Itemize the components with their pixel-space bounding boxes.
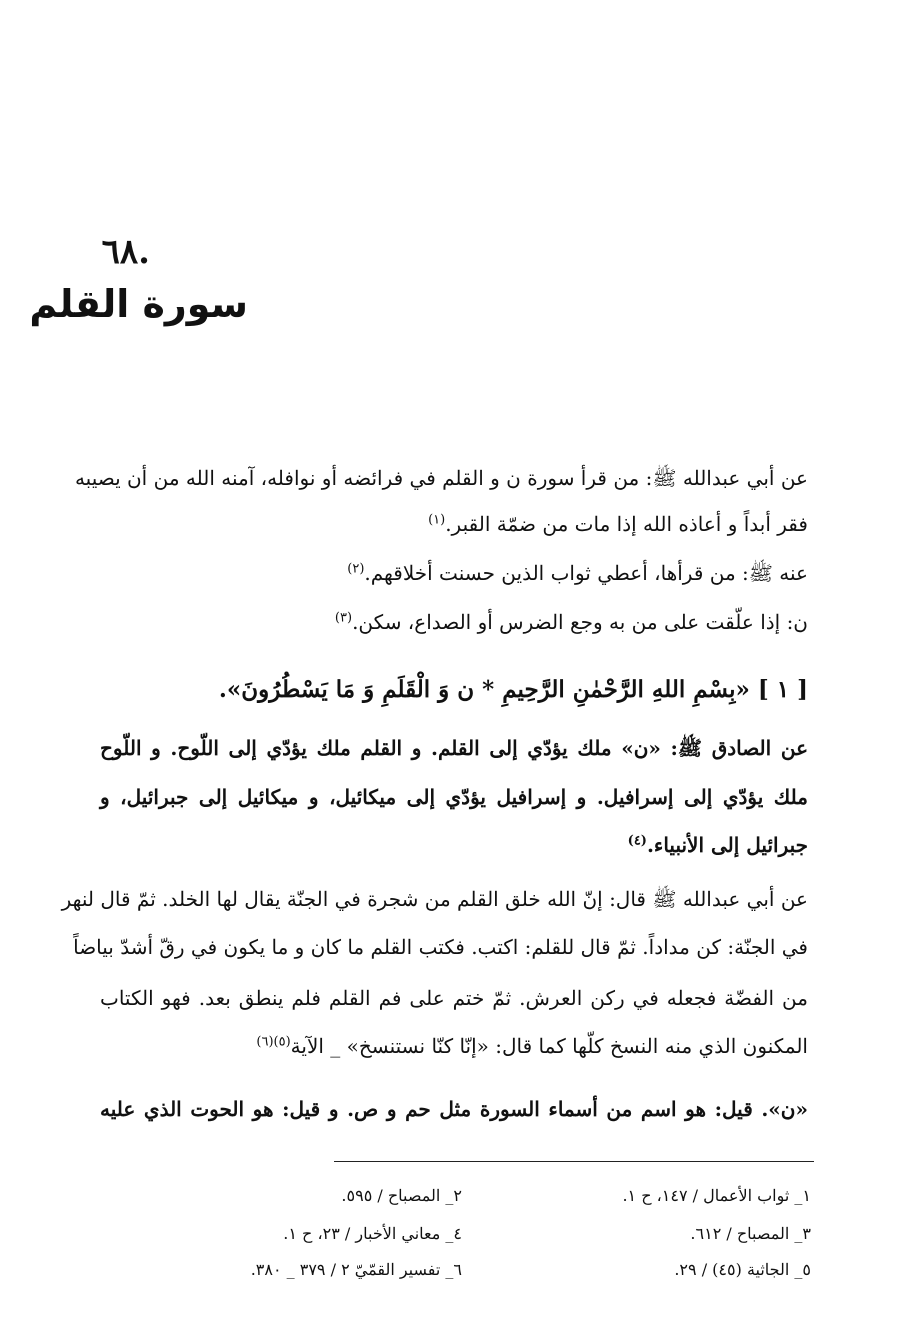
text-line: عن أبي عبدالله ﷺ: من قرأ سورة ن و القلم في فرائضه أو نوافله، آمنه الله من أن يصيبه: [74, 466, 808, 490]
text-line: فقر أبداً و أعاذه الله إذا مات من ضمّة القبر.$^{(١)}$: [428, 512, 808, 536]
footnote: ٤_ معاني الأخبار / ٢٣، ح ١.: [283, 1224, 462, 1243]
footnote-ref: (١): [428, 512, 446, 528]
footnote-ref: (٦): [256, 1034, 274, 1050]
footnote: ٥_ الجاثية (٤٥) / ٢٩.: [674, 1260, 811, 1279]
text-line: ن: إذا علّقت على من به وجع الضرس أو الصداع، سكن.$^{(٣)}$: [334, 610, 808, 634]
text-line: من الفضّة فجعله في ركن العرش. ثمّ ختم على فم القلم فلم ينطق بعد. فهو الكتاب: [100, 986, 808, 1010]
footnote-ref: (٥): [273, 1034, 291, 1050]
text-line: ملك يؤدّي إلى إسرافيل. و إسرافيل يؤدّي إلى ميكائيل، و ميكائيل إلى جبرائيل، و: [100, 785, 808, 809]
text-line: عنه ﷺ: من قرأها، أعطي ثواب الذين حسنت أخلاقهم.$^{(٢)}$: [347, 561, 808, 585]
footnote-ref: (٤): [627, 833, 647, 849]
text-line: المكنون الذي منه النسخ كلّها كما قال: «إنّا كنّا نستنسخ» _ الآية$^{(٥)(٦)}$: [256, 1034, 808, 1058]
footnote-ref: (٣): [334, 610, 353, 626]
footnote: ١_ ثواب الأعمال / ١٤٧، ح ١.: [622, 1186, 811, 1205]
chapter-number: .٦٨: [101, 232, 150, 272]
footnote: ٢_ المصباح / ٥٩٥.: [341, 1186, 462, 1205]
text-line: عن الصادق ﷺ: «ن» ملك يؤدّي إلى القلم. و القلم ملك يؤدّي إلى اللّوح. و اللّوح: [100, 736, 808, 760]
footnote: ٣_ المصباح / ٦١٢.: [690, 1224, 811, 1243]
text-line: جبرائيل إلى الأنبياء.$^{(٤)}$: [627, 833, 808, 857]
text-line: عن أبي عبدالله ﷺ قال: إنّ الله خلق القلم من شجرة في الجنّة يقال لها الخلد. ثمّ قال لنهر: [61, 887, 808, 911]
quran-verse: [ ١ ] «بِسْمِ اللهِ الرَّحْمٰنِ الرَّحِيمِ * ن وَ الْقَلَمِ وَ مَا يَسْطُرُونَ».: [218, 676, 808, 703]
text-line: «ن». قيل: هو اسم من أسماء السورة مثل حم و ص. و قيل: هو الحوت الذي عليه: [100, 1097, 808, 1121]
footnote: ٦_ تفسير القمّيّ ٢ / ٣٧٩ _ ٣٨٠.: [250, 1260, 462, 1279]
footnote-ref: (٢): [347, 561, 365, 577]
chapter-title: سورة القلم: [29, 282, 248, 326]
text-line: في الجنّة: كن مداداً. ثمّ قال للقلم: اكتب. فكتب القلم ما كان و ما يكون في رقّ أشدّ بياضاً: [73, 935, 808, 959]
footnote-separator: [334, 1161, 814, 1162]
